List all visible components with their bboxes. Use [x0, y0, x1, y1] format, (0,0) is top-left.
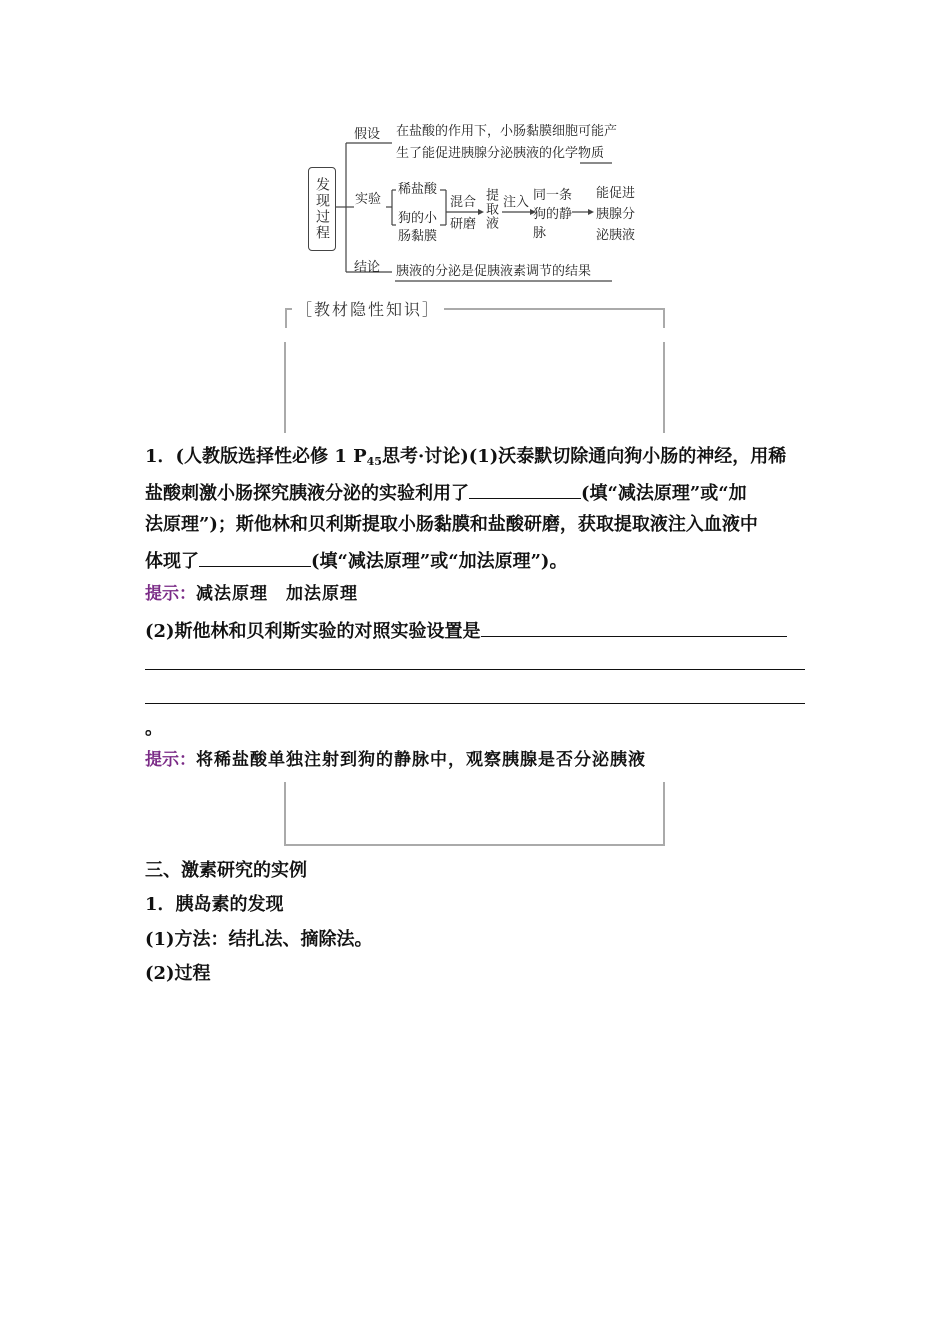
- q1-line4-a: 体现了: [145, 551, 199, 572]
- input-hcl: 稀盐酸: [398, 182, 438, 197]
- q1-number: 1．: [145, 446, 176, 467]
- section3-subheading: 1．胰岛素的发现: [145, 894, 284, 915]
- result-text: 能促进胰腺分泌胰液: [596, 186, 636, 243]
- q2-hint: [145, 752, 646, 769]
- knowledge-frame-title: ［教材隐性知识］: [292, 297, 444, 320]
- section3-heading: 三、激素研究的实例: [145, 860, 307, 881]
- q1-source-b: 思考·讨论)(1)沃泰默切除通向狗小肠的神经，用稀: [381, 446, 787, 467]
- q1-line4: [145, 550, 567, 571]
- q2-answer-line-3[interactable]: [145, 703, 805, 704]
- input-mucosa-line2: 肠黏膜: [398, 229, 438, 244]
- box-label: 发现过程: [314, 177, 330, 241]
- grind-label: 研磨: [450, 217, 477, 232]
- hypothesis-key: 化学: [552, 146, 579, 161]
- q1-line4-b: (填“减法原理”或“加法原理”)。: [311, 551, 568, 572]
- q1-hint: [145, 586, 358, 603]
- conclusion-text: 胰液的分泌是促胰液素调节的结果: [396, 264, 592, 279]
- section3-item-process: (2)过程: [145, 963, 211, 984]
- mix-label: 混合: [450, 195, 477, 210]
- q1-line2: [145, 482, 747, 503]
- q2-answer-line-2[interactable]: [145, 669, 805, 670]
- q1-blank-2[interactable]: [199, 550, 311, 567]
- experiment-label: 实验: [355, 192, 382, 207]
- q1-page-sub: 45: [366, 455, 382, 468]
- q1-line2-b: (填“减法原理”或“加: [581, 483, 747, 504]
- input-mucosa-line1: 狗的小: [398, 211, 438, 226]
- q1-hint-label: 提示：: [145, 584, 196, 604]
- extract-liquid: 提取液: [483, 188, 498, 230]
- same-dog-vein: 同一条狗的静脉: [533, 188, 573, 241]
- hypothesis-end: 物质: [578, 146, 605, 161]
- q1-line1: [145, 448, 786, 467]
- inject-label: 注入: [503, 195, 530, 210]
- q1-line3: 法原理”)；斯他林和贝利斯提取小肠黏膜和盐酸研磨，获取提取液注入血液中: [145, 514, 758, 535]
- section3-item-method: (1)方法：结扎法、摘除法。: [145, 929, 373, 950]
- q1-blank-1[interactable]: [469, 482, 581, 499]
- q2-blank-1[interactable]: [481, 620, 787, 637]
- hypothesis-line1: 在盐酸的作用下，小肠黏膜细胞可能产: [396, 124, 618, 139]
- q1-hint-answer: 减法原理 加法原理: [196, 584, 358, 604]
- q2-hint-answer: 将稀盐酸单独注射到狗的静脉中，观察胰腺是否分泌胰液: [196, 750, 646, 770]
- q2-line1: [145, 620, 787, 641]
- conclusion-label: 结论: [354, 260, 381, 275]
- q2-hint-label: 提示：: [145, 750, 196, 770]
- q1-source-a: (人教版选择性必修 1 P: [175, 446, 367, 467]
- q2-line1-text: (2)斯他林和贝利斯实验的对照实验设置是: [145, 621, 481, 642]
- q1-line2-a: 盐酸刺激小肠探究胰液分泌的实验利用了: [145, 483, 469, 504]
- hypothesis-label: 假设: [354, 127, 381, 142]
- hypothesis-line2-text: 生了能促进胰腺分泌胰液的: [396, 146, 553, 161]
- q2-end-mark: 。: [145, 718, 163, 739]
